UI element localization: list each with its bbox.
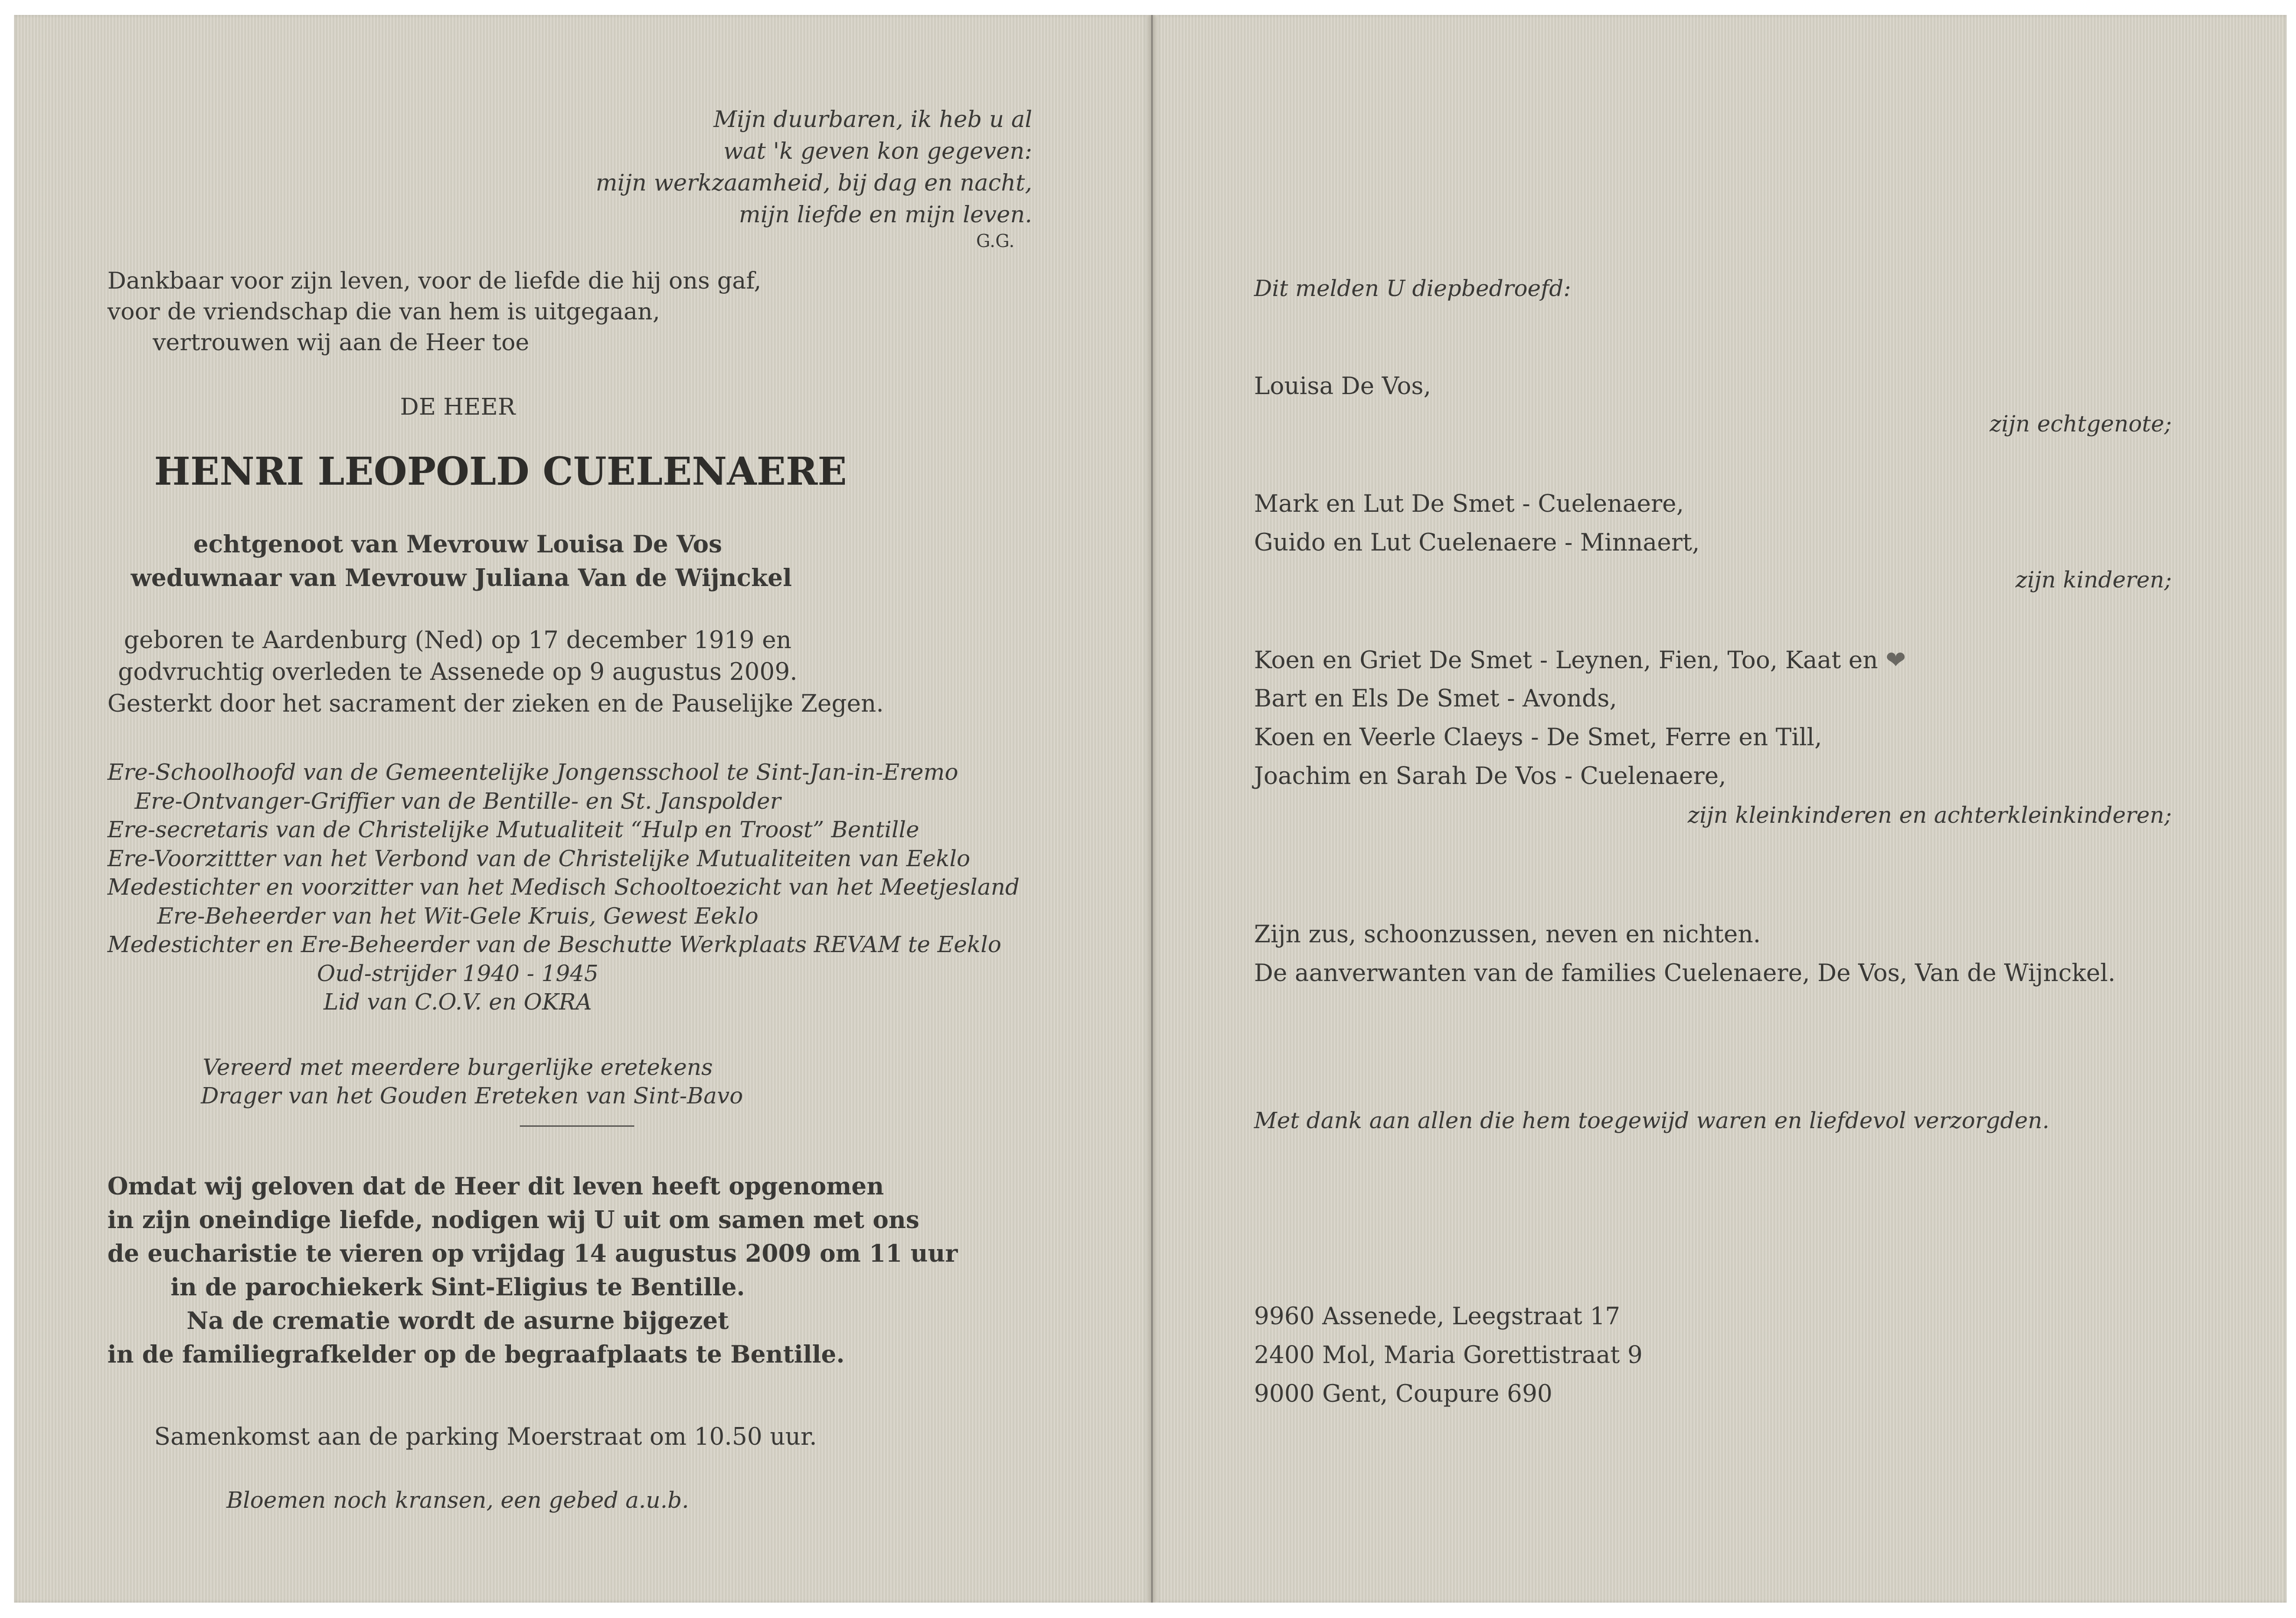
wife-name: Louisa De Vos,: [1254, 373, 1431, 400]
poem-signature: G.G.: [976, 231, 1015, 251]
child-entry: Guido en Lut Cuelenaere - Minnaert,: [1254, 529, 1700, 557]
honor-item: Oud-strijder 1940 - 1945: [317, 960, 599, 987]
poem-line: mijn werkzaamheid, bij dag en nacht,: [595, 170, 1032, 196]
service-line: in de familiegrafkelder op de begraafplaats te Bentille.: [107, 1341, 845, 1369]
divider: [520, 1125, 634, 1127]
deceased-title: DE HEER: [400, 393, 516, 420]
grandchild-entry: Joachim en Sarah De Vos - Cuelenaere,: [1254, 763, 1726, 790]
children-role: zijn kinderen;: [2015, 567, 2172, 593]
intro-line: vertrouwen wij aan de Heer toe: [152, 329, 530, 356]
address-line: 9000 Gent, Coupure 690: [1254, 1380, 1552, 1408]
birth-line: Gesterkt door het sacrament der zieken en de Pauselijke Zegen.: [107, 690, 884, 718]
thanks-note: Met dank aan allen die hem toegewijd waren en liefdevol verzorgden.: [1254, 1108, 2049, 1134]
honor-item: Medestichter en Ere-Beheerder van de Beschutte Werkplaats REVAM te Eeklo: [107, 932, 1001, 958]
meeting-note: Samenkomst aan de parking Moerstraat om 10.50 uur.: [154, 1423, 817, 1451]
poem-line: wat 'k geven kon gegeven:: [723, 138, 1032, 164]
center-fold: [1147, 15, 1157, 1603]
wife-role: zijn echtgenote;: [1990, 411, 2172, 437]
flowers-note: Bloemen noch kransen, een gebed a.u.b.: [226, 1487, 689, 1513]
honor-item: Ere-Voorzittter van het Verbond van de Christelijke Mutualiteiten van Eeklo: [107, 845, 971, 872]
decorations: [201, 1053, 743, 1110]
honor-item: Ere-Ontvanger-Griffier van de Bentille- en St. Janspolder: [135, 788, 781, 814]
spouse-line: echtgenoot van Mevrouw Louisa De Vos: [193, 530, 723, 558]
honor-item: Ere-secretaris van de Christelijke Mutualiteit “Hulp en Troost” Bentille: [107, 817, 920, 843]
address-line: 2400 Mol, Maria Gorettistraat 9: [1254, 1342, 1643, 1369]
service-invitation: [107, 1170, 958, 1371]
announcement: Dit melden U diepbedroefd:: [1254, 276, 1571, 302]
service-line: in de parochiekerk Sint-Eligius te Bentille.: [170, 1273, 745, 1301]
spouse-info: [131, 528, 792, 595]
honor-item: Ere-Beheerder van het Wit-Gele Kruis, Gewest Eeklo: [157, 903, 758, 929]
intro-text: [107, 265, 762, 358]
poem-line: mijn liefde en mijn leven.: [739, 201, 1032, 228]
grandchildren-role: zijn kleinkinderen en achterkleinkinderen;: [1687, 802, 2172, 828]
service-line: Na de crematie wordt de asurne bijgezet: [186, 1307, 729, 1335]
grandchild-entry: Koen en Veerle Claeys - De Smet, Ferre en Till,: [1254, 724, 1822, 751]
address-line: 9960 Assenede, Leegstraat 17: [1254, 1303, 1620, 1330]
honor-item: Lid van C.O.V. en OKRA: [323, 989, 592, 1015]
relatives-line: De aanverwanten van de families Cuelenaere, De Vos, Van de Wijnckel.: [1254, 960, 2116, 987]
child-entry: Mark en Lut De Smet - Cuelenaere,: [1254, 490, 1684, 518]
poem-line: Mijn duurbaren, ik heb u al: [713, 106, 1032, 133]
decoration-item: Drager van het Gouden Ereteken van Sint-Bavo: [201, 1083, 743, 1109]
intro-line: Dankbaar voor zijn leven, voor de liefde die hij ons gaf,: [107, 267, 762, 294]
birth-death-info: [107, 625, 884, 720]
honors-list: [107, 758, 1020, 1017]
grandchild-entry: Bart en Els De Smet - Avonds,: [1254, 685, 1617, 713]
service-line: Omdat wij geloven dat de Heer dit leven heeft opgenomen: [107, 1173, 884, 1201]
deceased-name: HENRI LEOPOLD CUELENAERE: [154, 449, 847, 494]
grandchild-entry: [1254, 646, 1906, 674]
relatives-line: Zijn zus, schoonzussen, neven en nichten.: [1254, 921, 1761, 948]
service-line: in zijn oneindige liefde, nodigen wij U uit om samen met ons: [107, 1206, 920, 1234]
service-line: de eucharistie te vieren op vrijdag 14 augustus 2009 om 11 uur: [107, 1240, 958, 1268]
heart-icon: ❤: [1885, 646, 1906, 674]
honor-item: Ere-Schoolhoofd van de Gemeentelijke Jongensschool te Sint-Jan-in-Eremo: [107, 759, 958, 785]
birth-line: godvruchtig overleden te Assenede op 9 augustus 2009.: [118, 658, 798, 686]
honor-item: Medestichter en voorzitter van het Medisch Schooltoezicht van het Meetjesland: [107, 874, 1020, 900]
decoration-item: Vereerd met meerdere burgerlijke eretekens: [202, 1054, 713, 1081]
spouse-line: weduwnaar van Mevrouw Juliana Van de Wijnckel: [131, 564, 792, 592]
poem: [518, 104, 1032, 231]
intro-line: voor de vriendschap die van hem is uitgegaan,: [107, 298, 660, 325]
birth-line: geboren te Aardenburg (Ned) op 17 december 1919 en: [124, 627, 792, 654]
grandchild-text: Koen en Griet De Smet - Leynen, Fien, Too, Kaat en: [1254, 647, 1878, 674]
